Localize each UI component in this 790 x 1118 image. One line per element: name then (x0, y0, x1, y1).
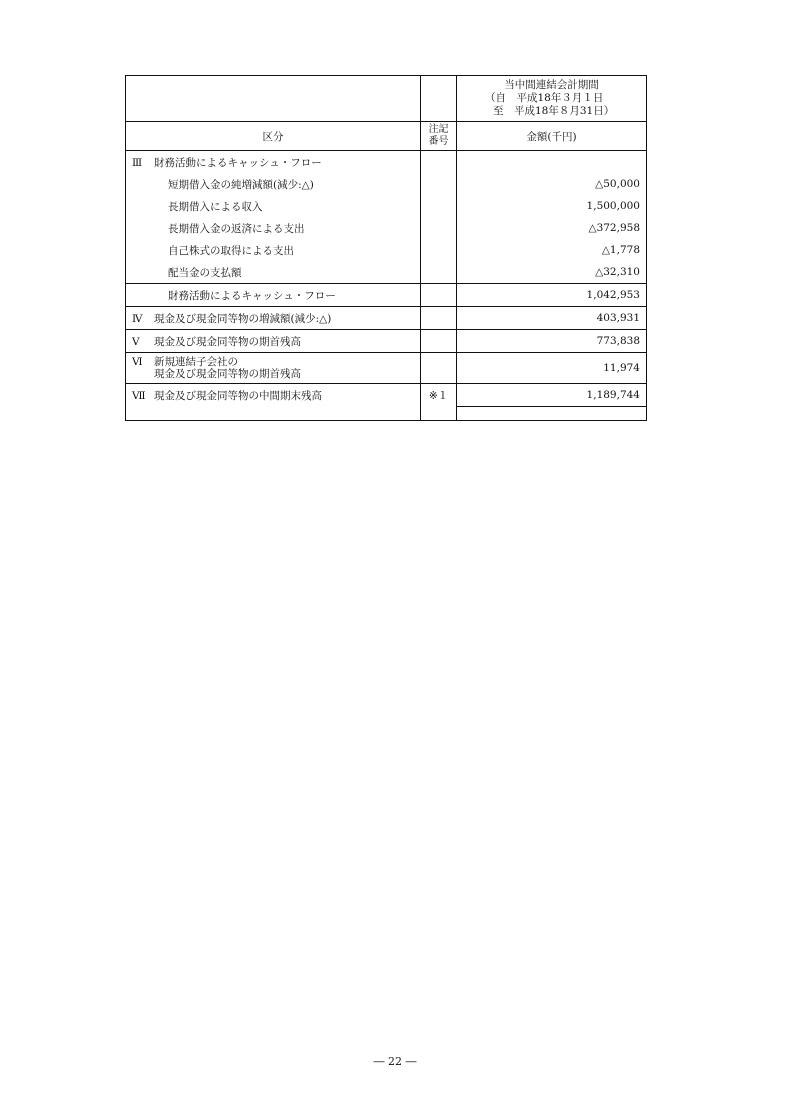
note-cell (421, 173, 457, 195)
row-amount: △372,958 (457, 217, 647, 239)
row-amount: △50,000 (457, 173, 647, 195)
section4-row (126, 307, 647, 330)
row-amount: 1,500,000 (457, 195, 647, 217)
section5-row (126, 330, 647, 353)
header-period-row (126, 76, 647, 122)
table-row (126, 261, 647, 284)
note-cell (421, 217, 457, 239)
amount-header: 金額(千円) (457, 122, 647, 151)
section7-label: 現金及び現金同等物の中間期末残高 (154, 389, 322, 402)
category-header: 区分 (126, 122, 421, 151)
section6-label-cell (126, 353, 421, 384)
table-tail-row (126, 407, 647, 421)
section3-label: 財務活動によるキャッシュ・フロー (154, 156, 322, 169)
note-cell (421, 239, 457, 261)
section6-label-line1: 新規連結子会社の (154, 356, 238, 368)
section6-number: Ⅵ (132, 356, 143, 368)
row-amount: △32,310 (457, 261, 647, 284)
section3-subtotal-row (126, 284, 647, 307)
section6-label-line2: 現金及び現金同等物の期首残高 (154, 368, 301, 380)
page-number: ― 22 ― (373, 1055, 417, 1068)
header-note-blank-cell (421, 76, 457, 122)
section7-label-cell (126, 384, 421, 407)
cash-flow-statement (125, 75, 646, 421)
section4-number: Ⅳ (132, 312, 143, 325)
section6-row (126, 353, 647, 384)
period-title: 当中間連結会計期間 (504, 78, 599, 91)
note-cell (421, 261, 457, 284)
period-header (457, 76, 647, 122)
header-blank-cell (126, 76, 421, 122)
section3-number: Ⅲ (132, 156, 143, 169)
section5-label: 現金及び現金同等物の期首残高 (154, 335, 301, 348)
table-row (126, 239, 647, 261)
row-label: 配当金の支払額 (168, 266, 242, 279)
note-cell (421, 151, 457, 174)
tail-amount-cell (457, 407, 647, 421)
table-row (126, 195, 647, 217)
subtotal-label: 財務活動によるキャッシュ・フロー (126, 284, 421, 307)
row-amount: △1,778 (457, 239, 647, 261)
row-label: 自己株式の取得による支出 (168, 244, 294, 257)
section5-amount: 773,838 (457, 330, 647, 353)
table-row (126, 217, 647, 239)
section3-title-row (126, 151, 647, 174)
note-header-line1: 注記 (428, 124, 449, 135)
header-label-row (126, 122, 647, 151)
period-from: （自 平成18年３月１日 (485, 91, 604, 104)
section7-row (126, 384, 647, 407)
section5-number: Ⅴ (132, 335, 140, 348)
table-row (126, 173, 647, 195)
tail-note-cell (421, 407, 457, 421)
amount-cell (457, 151, 647, 174)
note-cell (421, 330, 457, 353)
period-to: 至 平成18年８月31日） (493, 104, 615, 117)
row-label: 長期借入による収入 (168, 200, 263, 213)
section7-amount: 1,189,744 (457, 384, 647, 407)
note-cell (421, 307, 457, 330)
section4-label: 現金及び現金同等物の増減額(減少:△) (154, 312, 332, 325)
row-label: 長期借入金の返済による支出 (168, 222, 305, 235)
tail-blank-cell (126, 407, 421, 421)
section3-title (126, 151, 421, 174)
cash-flow-table (125, 75, 647, 421)
section7-number: Ⅶ (132, 389, 146, 402)
note-cell (421, 195, 457, 217)
note-header-line2: 番号 (428, 136, 449, 147)
note-cell (421, 284, 457, 307)
section6-amount: 11,974 (457, 353, 647, 384)
section6-label (154, 356, 301, 380)
subtotal-amount: 1,042,953 (457, 284, 647, 307)
section4-label-cell (126, 307, 421, 330)
note-header (421, 122, 457, 151)
note-cell (421, 353, 457, 384)
row-label: 短期借入金の純増減額(減少:△) (168, 178, 314, 191)
section7-note: ※１ (421, 384, 457, 407)
section5-label-cell (126, 330, 421, 353)
section4-amount: 403,931 (457, 307, 647, 330)
